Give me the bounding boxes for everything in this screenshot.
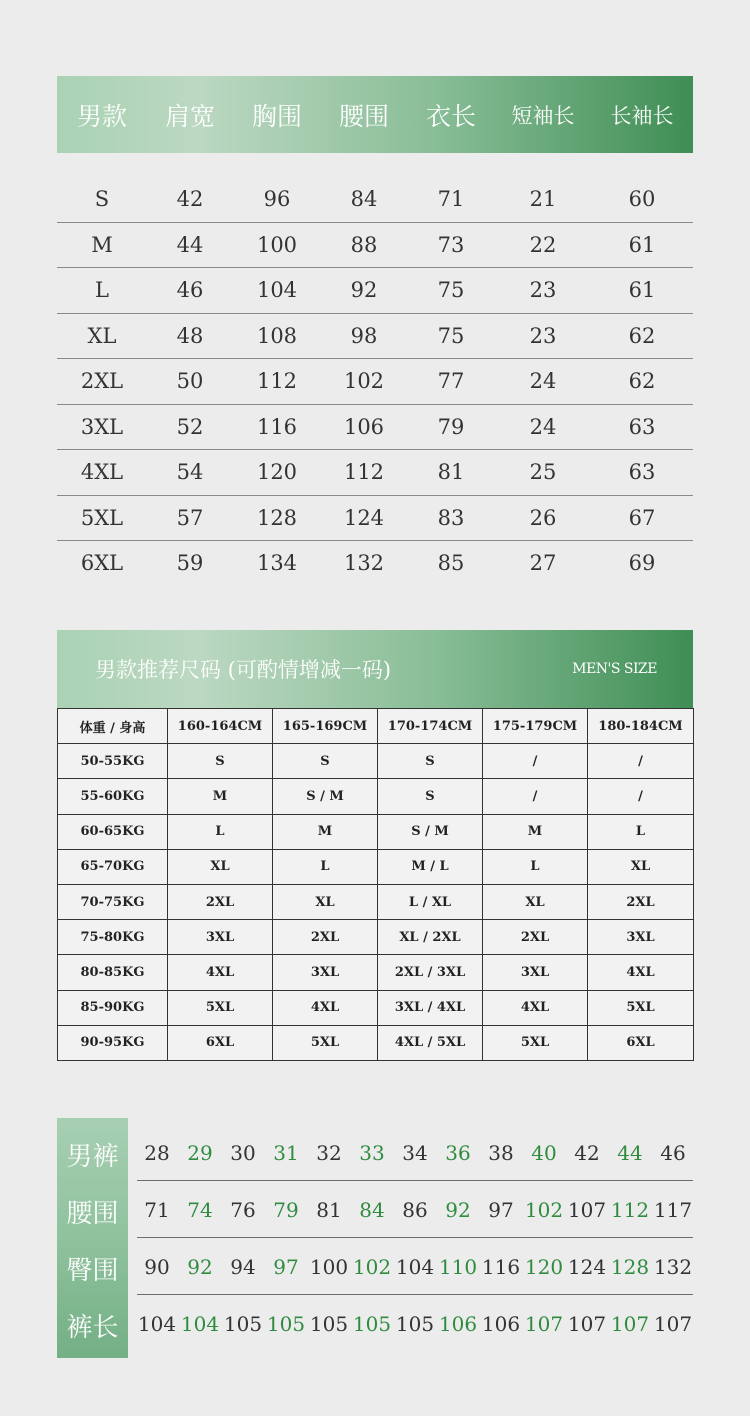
size-cell: 6XL [168, 1025, 273, 1060]
pants-value: 42 [574, 1141, 600, 1165]
size-value: 52 [176, 414, 204, 439]
pants-value: 107 [653, 1312, 693, 1336]
weight-cell: 90-95KG [58, 1025, 168, 1060]
pants-row [137, 1193, 693, 1227]
size-cell: S / M [273, 779, 378, 814]
size-cell: L [273, 849, 378, 884]
size-row [57, 450, 693, 496]
pants-row [137, 1136, 693, 1170]
size-value: 60 [628, 187, 656, 212]
size-value: 120 [256, 460, 298, 485]
pants-value: 40 [531, 1141, 557, 1165]
size-value: 26 [529, 505, 557, 530]
size-label: 3XL [80, 414, 124, 439]
size-value: 27 [529, 551, 557, 576]
pants-value: 120 [524, 1255, 564, 1279]
pants-value: 30 [230, 1141, 256, 1165]
weight-cell: 75-80KG [58, 920, 168, 955]
pants-value: 104 [395, 1255, 435, 1279]
pants-value: 112 [610, 1198, 650, 1222]
size-row [57, 541, 693, 586]
size-value: 61 [628, 232, 656, 257]
size-cell: XL / 2XL [378, 920, 483, 955]
size-cell: 4XL / 5XL [378, 1025, 483, 1060]
size-cell: 2XL [588, 884, 694, 919]
size-value: 62 [628, 369, 656, 394]
recommend-row [58, 1025, 694, 1060]
size-value: 44 [176, 232, 204, 257]
size-value: 108 [256, 323, 298, 348]
size-row [57, 268, 693, 314]
size-value: 54 [176, 460, 204, 485]
pants-value: 84 [359, 1198, 385, 1222]
pants-value: 105 [266, 1312, 306, 1336]
size-chart-header [57, 76, 693, 153]
pants-value: 86 [402, 1198, 428, 1222]
pants-value: 32 [316, 1141, 342, 1165]
recommend-row [58, 779, 694, 814]
pants-value: 102 [352, 1255, 392, 1279]
recommend-header-cell: 175-179CM [483, 709, 588, 744]
size-value: 124 [343, 505, 385, 530]
weight-cell: 55-60KG [58, 779, 168, 814]
size-value: 81 [437, 460, 465, 485]
pants-value: 29 [187, 1141, 213, 1165]
recommend-size-table [57, 630, 693, 1061]
size-value: 88 [350, 232, 378, 257]
pants-label: 臀围 [66, 1256, 119, 1286]
recommend-header-cell: 160-164CM [168, 709, 273, 744]
size-row [57, 496, 693, 542]
pants-value: 81 [316, 1198, 342, 1222]
weight-cell: 60-65KG [58, 814, 168, 849]
header-cell: 腰围 [338, 101, 389, 131]
size-value: 62 [628, 323, 656, 348]
size-cell: / [588, 744, 694, 779]
pants-value: 105 [223, 1312, 263, 1336]
header-cell: 衣长 [425, 101, 476, 131]
size-value: 21 [529, 187, 557, 212]
size-cell: XL [588, 849, 694, 884]
size-cell: S / M [378, 814, 483, 849]
size-cell: 2XL [168, 884, 273, 919]
size-value: 98 [350, 323, 378, 348]
pants-value: 105 [352, 1312, 392, 1336]
size-cell: S [273, 744, 378, 779]
pants-value: 28 [144, 1141, 170, 1165]
size-cell: M / L [378, 849, 483, 884]
size-cell: M [168, 779, 273, 814]
size-value: 112 [343, 460, 385, 485]
size-value: 79 [437, 414, 465, 439]
size-cell: L [483, 849, 588, 884]
row-divider [137, 1294, 693, 1295]
size-cell: 5XL [483, 1025, 588, 1060]
pants-value: 102 [524, 1198, 564, 1222]
size-cell: 2XL [483, 920, 588, 955]
size-cell: XL [483, 884, 588, 919]
size-value: 116 [256, 414, 298, 439]
size-value: 63 [628, 414, 656, 439]
size-value: 112 [256, 369, 298, 394]
size-cell: L [168, 814, 273, 849]
row-divider [137, 1180, 693, 1181]
pants-size-chart [57, 1118, 693, 1358]
size-cell: 3XL / 4XL [378, 990, 483, 1025]
pants-value: 105 [309, 1312, 349, 1336]
size-row [57, 177, 693, 223]
recommend-row [58, 920, 694, 955]
recommend-row [58, 744, 694, 779]
recommend-row [58, 814, 694, 849]
size-cell: 5XL [588, 990, 694, 1025]
size-value: 100 [256, 232, 298, 257]
size-value: 24 [529, 369, 557, 394]
row-divider [137, 1237, 693, 1238]
size-cell: XL [273, 884, 378, 919]
recommend-grid [57, 708, 694, 1061]
recommend-header-cell: 170-174CM [378, 709, 483, 744]
size-cell: 3XL [273, 955, 378, 990]
size-value: 73 [437, 232, 465, 257]
pants-value: 107 [567, 1198, 607, 1222]
header-cell: 长袖长 [610, 103, 674, 128]
pants-value: 33 [359, 1141, 385, 1165]
size-cell: 4XL [273, 990, 378, 1025]
recommend-row [58, 884, 694, 919]
pants-value: 117 [653, 1198, 693, 1222]
size-label: 4XL [80, 460, 124, 485]
pants-value: 92 [187, 1255, 213, 1279]
pants-value: 100 [309, 1255, 349, 1279]
size-value: 23 [529, 323, 557, 348]
recommend-title-en: MEN'S SIZE [572, 661, 657, 677]
size-value: 102 [343, 369, 385, 394]
pants-value: 124 [567, 1255, 607, 1279]
size-value: 59 [176, 551, 204, 576]
pants-value: 106 [481, 1312, 521, 1336]
pants-value: 31 [273, 1141, 299, 1165]
size-cell: / [483, 779, 588, 814]
size-cell: 3XL [483, 955, 588, 990]
size-cell: S [378, 744, 483, 779]
size-label: 2XL [80, 369, 124, 394]
size-value: 24 [529, 414, 557, 439]
size-value: 128 [256, 505, 298, 530]
size-value: 61 [628, 278, 656, 303]
size-cell: 3XL [168, 920, 273, 955]
size-value: 46 [176, 278, 204, 303]
size-value: 71 [437, 187, 465, 212]
header-cell: 短袖长 [511, 103, 575, 128]
size-cell: 2XL [273, 920, 378, 955]
pants-value: 107 [610, 1312, 650, 1336]
pants-row [137, 1307, 693, 1341]
size-row [57, 405, 693, 451]
size-cell: M [483, 814, 588, 849]
size-cell: / [588, 779, 694, 814]
pants-value: 44 [617, 1141, 643, 1165]
pants-value: 107 [524, 1312, 564, 1336]
size-value: 67 [628, 505, 656, 530]
size-value: 22 [529, 232, 557, 257]
garment-size-chart [57, 76, 693, 586]
size-cell: / [483, 744, 588, 779]
pants-value: 132 [653, 1255, 693, 1279]
pants-value: 107 [567, 1312, 607, 1336]
pants-value: 71 [144, 1198, 170, 1222]
size-cell: M [273, 814, 378, 849]
size-cell: S [378, 779, 483, 814]
pants-value: 97 [273, 1255, 299, 1279]
recommend-row [58, 955, 694, 990]
pants-value: 79 [273, 1198, 299, 1222]
pants-label: 腰围 [66, 1199, 119, 1229]
pants-value: 36 [445, 1141, 471, 1165]
recommend-header-cell: 180-184CM [588, 709, 694, 744]
size-cell: S [168, 744, 273, 779]
pants-value: 128 [610, 1255, 650, 1279]
pants-value: 116 [481, 1255, 521, 1279]
size-value: 42 [176, 187, 204, 212]
recommend-row [58, 990, 694, 1025]
size-value: 92 [350, 278, 378, 303]
pants-label-column [57, 1118, 128, 1358]
weight-cell: 70-75KG [58, 884, 168, 919]
recommend-header-cell: 165-169CM [273, 709, 378, 744]
recommend-header-row [58, 709, 694, 744]
size-value: 23 [529, 278, 557, 303]
size-label: M [91, 232, 113, 257]
size-label: S [94, 187, 110, 212]
size-cell: 4XL [168, 955, 273, 990]
pants-value: 34 [402, 1141, 428, 1165]
size-row [57, 314, 693, 360]
size-value: 63 [628, 460, 656, 485]
size-cell: 3XL [588, 920, 694, 955]
size-value: 25 [529, 460, 557, 485]
pants-value: 74 [187, 1198, 213, 1222]
pants-value: 46 [660, 1141, 686, 1165]
size-value: 106 [343, 414, 385, 439]
header-cell: 男款 [76, 101, 127, 131]
size-cell: 5XL [168, 990, 273, 1025]
size-cell: 6XL [588, 1025, 694, 1060]
size-value: 50 [176, 369, 204, 394]
size-value: 69 [628, 551, 656, 576]
size-row [57, 223, 693, 269]
pants-value: 90 [144, 1255, 170, 1279]
pants-value: 105 [395, 1312, 435, 1336]
size-value: 77 [437, 369, 465, 394]
size-label: L [95, 278, 109, 303]
size-value: 104 [256, 278, 298, 303]
size-value: 96 [263, 187, 291, 212]
pants-value: 92 [445, 1198, 471, 1222]
pants-value: 104 [137, 1312, 177, 1336]
size-value: 57 [176, 505, 204, 530]
pants-value: 38 [488, 1141, 514, 1165]
pants-value: 110 [438, 1255, 478, 1279]
size-value: 75 [437, 278, 465, 303]
recommend-title: 男款推荐尺码 (可酌情增减一码) [95, 658, 392, 682]
size-value: 83 [437, 505, 465, 530]
pants-value: 97 [488, 1198, 514, 1222]
size-cell: XL [168, 849, 273, 884]
pants-label: 男裤 [66, 1142, 119, 1172]
size-row [57, 359, 693, 405]
size-value: 48 [176, 323, 204, 348]
pants-value: 76 [230, 1198, 256, 1222]
recommend-header [57, 630, 693, 708]
size-value: 132 [343, 551, 385, 576]
pants-value: 104 [180, 1312, 220, 1336]
size-cell: 5XL [273, 1025, 378, 1060]
recommend-header-cell: 体重 / 身高 [58, 709, 168, 744]
size-cell: 4XL [483, 990, 588, 1025]
size-cell: L [588, 814, 694, 849]
weight-cell: 85-90KG [58, 990, 168, 1025]
size-value: 84 [350, 187, 378, 212]
pants-value: 106 [438, 1312, 478, 1336]
pants-label: 裤长 [66, 1313, 119, 1343]
size-cell: L / XL [378, 884, 483, 919]
weight-cell: 80-85KG [58, 955, 168, 990]
size-label: XL [87, 323, 117, 348]
header-cell: 胸围 [251, 101, 302, 131]
weight-cell: 50-55KG [58, 744, 168, 779]
size-value: 85 [437, 551, 465, 576]
recommend-row [58, 849, 694, 884]
size-value: 75 [437, 323, 465, 348]
pants-row [137, 1250, 693, 1284]
pants-value: 94 [230, 1255, 256, 1279]
size-value: 134 [256, 551, 298, 576]
header-cell: 肩宽 [164, 101, 215, 131]
weight-cell: 65-70KG [58, 849, 168, 884]
size-chart-body [57, 177, 693, 586]
size-label: 5XL [80, 505, 124, 530]
size-label: 6XL [80, 551, 124, 576]
size-cell: 2XL / 3XL [378, 955, 483, 990]
size-cell: 4XL [588, 955, 694, 990]
